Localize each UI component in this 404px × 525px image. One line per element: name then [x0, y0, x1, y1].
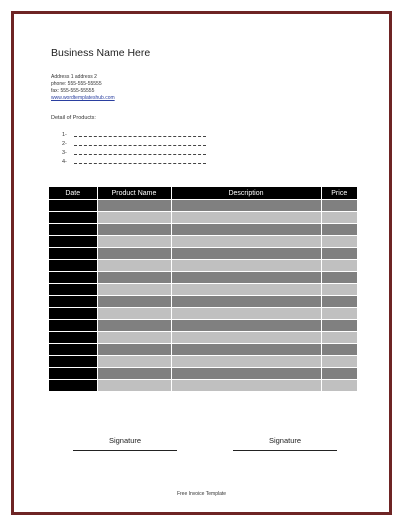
product-line: [62, 132, 206, 138]
date-cell[interactable]: [49, 224, 97, 236]
table-row: [49, 200, 357, 212]
table-row: [49, 260, 357, 272]
signature-block-left: [73, 436, 177, 451]
date-cell[interactable]: [49, 260, 97, 272]
product-line: [62, 141, 206, 147]
description-cell[interactable]: [171, 212, 321, 224]
header-price: Price: [321, 187, 357, 200]
signature-line[interactable]: [73, 449, 177, 451]
signature-block-right: [233, 436, 337, 451]
product-cell[interactable]: [97, 380, 171, 392]
table-row: [49, 296, 357, 308]
product-cell[interactable]: [97, 296, 171, 308]
product-line: [62, 150, 206, 156]
product-cell[interactable]: [97, 200, 171, 212]
product-cell[interactable]: [97, 272, 171, 284]
table-row: [49, 272, 357, 284]
signature-label: Signature: [268, 436, 302, 445]
product-line: [62, 159, 206, 165]
product-cell[interactable]: [97, 236, 171, 248]
signature-line[interactable]: [233, 449, 337, 451]
table-row: [49, 320, 357, 332]
phone-line: phone: 555-555-55555: [51, 81, 102, 87]
description-cell[interactable]: [171, 356, 321, 368]
product-cell[interactable]: [97, 320, 171, 332]
date-cell[interactable]: [49, 272, 97, 284]
date-cell[interactable]: [49, 284, 97, 296]
description-cell[interactable]: [171, 344, 321, 356]
description-cell[interactable]: [171, 260, 321, 272]
table-row: [49, 380, 357, 392]
dashed-line: [74, 160, 206, 164]
date-cell[interactable]: [49, 320, 97, 332]
date-cell[interactable]: [49, 356, 97, 368]
date-cell[interactable]: [49, 236, 97, 248]
product-number: 1-: [62, 132, 67, 138]
product-number: 4-: [62, 159, 67, 165]
price-cell[interactable]: [321, 272, 357, 284]
date-cell[interactable]: [49, 212, 97, 224]
date-cell[interactable]: [49, 368, 97, 380]
price-cell[interactable]: [321, 320, 357, 332]
header-date: Date: [49, 187, 97, 200]
description-cell[interactable]: [171, 200, 321, 212]
table-row: [49, 344, 357, 356]
price-cell[interactable]: [321, 356, 357, 368]
description-cell[interactable]: [171, 224, 321, 236]
description-cell[interactable]: [171, 320, 321, 332]
description-cell[interactable]: [171, 368, 321, 380]
price-cell[interactable]: [321, 344, 357, 356]
page-frame: [11, 11, 392, 515]
dashed-line: [74, 151, 206, 155]
dashed-line: [74, 133, 206, 137]
header-product-name: Product Name: [97, 187, 171, 200]
table-row: [49, 212, 357, 224]
price-cell[interactable]: [321, 380, 357, 392]
product-cell[interactable]: [97, 212, 171, 224]
price-cell[interactable]: [321, 308, 357, 320]
business-name: Business Name Here: [51, 47, 151, 59]
date-cell[interactable]: [49, 200, 97, 212]
date-cell[interactable]: [49, 296, 97, 308]
product-number: 2-: [62, 141, 67, 147]
date-cell[interactable]: [49, 332, 97, 344]
table-row: [49, 224, 357, 236]
product-cell[interactable]: [97, 344, 171, 356]
description-cell[interactable]: [171, 248, 321, 260]
price-cell[interactable]: [321, 296, 357, 308]
table-row: [49, 332, 357, 344]
price-cell[interactable]: [321, 368, 357, 380]
description-cell[interactable]: [171, 272, 321, 284]
price-cell[interactable]: [321, 224, 357, 236]
description-cell[interactable]: [171, 332, 321, 344]
product-number: 3-: [62, 150, 67, 156]
table-row: [49, 284, 357, 296]
price-cell[interactable]: [321, 236, 357, 248]
description-cell[interactable]: [171, 308, 321, 320]
product-cell[interactable]: [97, 368, 171, 380]
date-cell[interactable]: [49, 380, 97, 392]
product-cell[interactable]: [97, 356, 171, 368]
address-line: Address 1 address 2: [51, 74, 97, 80]
product-cell[interactable]: [97, 260, 171, 272]
date-cell[interactable]: [49, 344, 97, 356]
price-cell[interactable]: [321, 260, 357, 272]
detail-heading: Detail of Products:: [51, 115, 96, 121]
date-cell[interactable]: [49, 308, 97, 320]
date-cell[interactable]: [49, 248, 97, 260]
header-description: Description: [171, 187, 321, 200]
price-cell[interactable]: [321, 248, 357, 260]
signature-label: Signature: [108, 436, 142, 445]
table-row: [49, 248, 357, 260]
table-row: [49, 236, 357, 248]
price-cell[interactable]: [321, 284, 357, 296]
product-cell[interactable]: [97, 248, 171, 260]
product-cell[interactable]: [97, 308, 171, 320]
invoice-table: [49, 187, 357, 391]
dashed-line: [74, 142, 206, 146]
price-cell[interactable]: [321, 212, 357, 224]
footer-text: Free Invoice Template: [176, 491, 227, 497]
product-cell[interactable]: [97, 332, 171, 344]
description-cell[interactable]: [171, 380, 321, 392]
table-row: [49, 368, 357, 380]
fax-line: fax: 555-555-55555: [51, 88, 95, 94]
website-link[interactable]: www.wordtemplateshub.com: [51, 95, 115, 101]
table-row: [49, 356, 357, 368]
description-cell[interactable]: [171, 284, 321, 296]
price-cell[interactable]: [321, 200, 357, 212]
table-row: [49, 308, 357, 320]
product-cell[interactable]: [97, 224, 171, 236]
description-cell[interactable]: [171, 296, 321, 308]
description-cell[interactable]: [171, 236, 321, 248]
price-cell[interactable]: [321, 332, 357, 344]
product-cell[interactable]: [97, 284, 171, 296]
